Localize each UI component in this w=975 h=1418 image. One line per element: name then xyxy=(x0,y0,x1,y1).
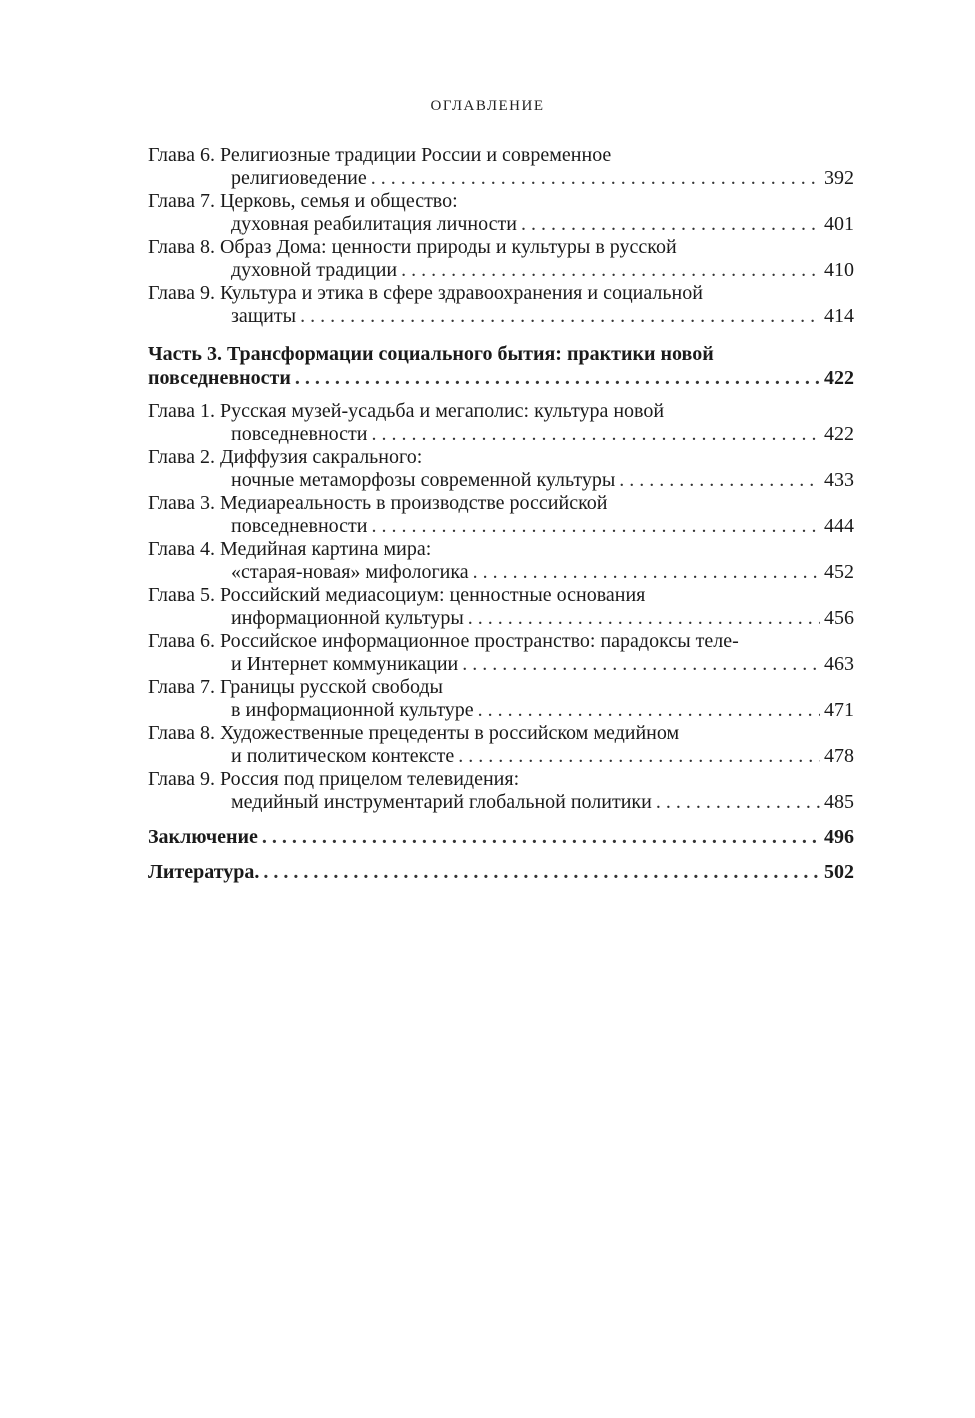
toc-page-number: 496 xyxy=(824,826,854,848)
running-head: ОГЛАВЛЕНИЕ xyxy=(430,98,545,114)
toc-entry-title: Глава 1. Русская музей-усадьба и мегаполис: культура новой xyxy=(148,400,665,422)
toc-page-number: 410 xyxy=(824,259,854,281)
toc-entry[interactable] xyxy=(148,282,854,328)
toc-page-number: 422 xyxy=(824,367,854,389)
toc-entry-title: Глава 6. Российское информационное пространство: парадоксы теле- xyxy=(148,630,739,652)
dot-leader xyxy=(371,423,820,446)
toc-entry-title: Глава 9. Культура и этика в сфере здравоохранения и социальной xyxy=(148,282,703,304)
toc-entry[interactable] xyxy=(148,236,854,282)
toc-entry-title: Глава 7. Церковь, семья и общество: xyxy=(148,190,458,212)
toc-page-number: 456 xyxy=(824,607,854,629)
toc-page-number: 463 xyxy=(824,653,854,675)
toc-page-number: 401 xyxy=(824,213,854,235)
toc-entry-title-cont: повседневности xyxy=(231,423,368,445)
toc-entry-title: Глава 3. Медиареальность в производстве российской xyxy=(148,492,608,514)
dot-leader xyxy=(462,653,820,676)
toc-entry-title: Глава 6. Религиозные традиции России и современное xyxy=(148,144,612,166)
toc-page-number: 433 xyxy=(824,469,854,491)
dot-leader xyxy=(521,213,820,236)
toc-entry[interactable] xyxy=(148,446,854,492)
toc-entry[interactable] xyxy=(148,676,854,722)
toc-entry-title: Глава 8. Художественные прецеденты в российском медийном xyxy=(148,722,680,744)
toc-page-number: 471 xyxy=(824,699,854,721)
toc-page-number: 485 xyxy=(824,791,854,813)
toc-entry-title-cont: духовная реабилитация личности xyxy=(231,213,517,235)
toc-entry-title-cont: повседневности xyxy=(231,515,368,537)
toc-entry-title-cont: и политическом контексте xyxy=(231,745,455,767)
toc-literature-label: Литература. xyxy=(148,861,260,883)
toc-literature[interactable] xyxy=(148,861,854,884)
toc-entry-title-cont: ночные метаморфозы современной культуры xyxy=(231,469,616,491)
table-of-contents xyxy=(148,144,854,884)
dot-leader xyxy=(262,826,820,849)
toc-entry-title-cont: «старая-новая» мифологика xyxy=(231,561,469,583)
toc-entry[interactable] xyxy=(148,584,854,630)
toc-entry-title: Глава 7. Границы русской свободы xyxy=(148,676,443,698)
toc-entry-title: Глава 9. Россия под прицелом телевидения: xyxy=(148,768,520,790)
toc-entry[interactable] xyxy=(148,190,854,236)
toc-entry[interactable] xyxy=(148,538,854,584)
toc-entry[interactable] xyxy=(148,492,854,538)
toc-part-title: Часть 3. Трансформации социального бытия: практики новой xyxy=(148,343,714,365)
toc-entry-title-cont: и Интернет коммуникации xyxy=(231,653,459,675)
toc-part-title-cont: повседневности xyxy=(148,367,291,389)
toc-page-number: 478 xyxy=(824,745,854,767)
toc-entry-title-cont: защиты xyxy=(231,305,297,327)
dot-leader xyxy=(263,861,820,884)
toc-entry-title-cont: религиоведение xyxy=(231,167,367,189)
toc-page-number: 502 xyxy=(824,861,854,883)
dot-leader xyxy=(619,469,820,492)
dot-leader xyxy=(295,367,820,390)
toc-page-number: 414 xyxy=(824,305,854,327)
toc-entry-title-cont: медийный инструментарий глобальной политики xyxy=(231,791,652,813)
toc-entry-title: Глава 8. Образ Дома: ценности природы и культуры в русской xyxy=(148,236,677,258)
dot-leader xyxy=(458,745,820,768)
toc-page-number: 392 xyxy=(824,167,854,189)
dot-leader xyxy=(371,515,820,538)
dot-leader xyxy=(401,259,820,282)
toc-part-3[interactable] xyxy=(148,341,854,390)
dot-leader xyxy=(371,167,820,190)
toc-entry-title-cont: информационной культуры xyxy=(231,607,464,629)
toc-entry[interactable] xyxy=(148,768,854,814)
toc-entry[interactable] xyxy=(148,722,854,768)
toc-entry-title: Глава 2. Диффузия сакрального: xyxy=(148,446,423,468)
toc-page-number: 452 xyxy=(824,561,854,583)
toc-entry-title-cont: духовной традиции xyxy=(231,259,398,281)
toc-page-number: 422 xyxy=(824,423,854,445)
toc-entry[interactable] xyxy=(148,144,854,190)
toc-entry-title: Глава 4. Медийная картина мира: xyxy=(148,538,432,560)
toc-entry-title-cont: в информационной культуре xyxy=(231,699,474,721)
toc-entry[interactable] xyxy=(148,630,854,676)
dot-leader xyxy=(473,561,820,584)
toc-entry[interactable] xyxy=(148,400,854,446)
dot-leader xyxy=(468,607,820,630)
dot-leader xyxy=(300,305,820,328)
dot-leader xyxy=(478,699,820,722)
toc-conclusion[interactable] xyxy=(148,826,854,849)
toc-conclusion-label: Заключение xyxy=(148,826,258,848)
dot-leader xyxy=(656,791,820,814)
toc-entry-title: Глава 5. Российский медиасоциум: ценностные основания xyxy=(148,584,646,606)
toc-page-number: 444 xyxy=(824,515,854,537)
